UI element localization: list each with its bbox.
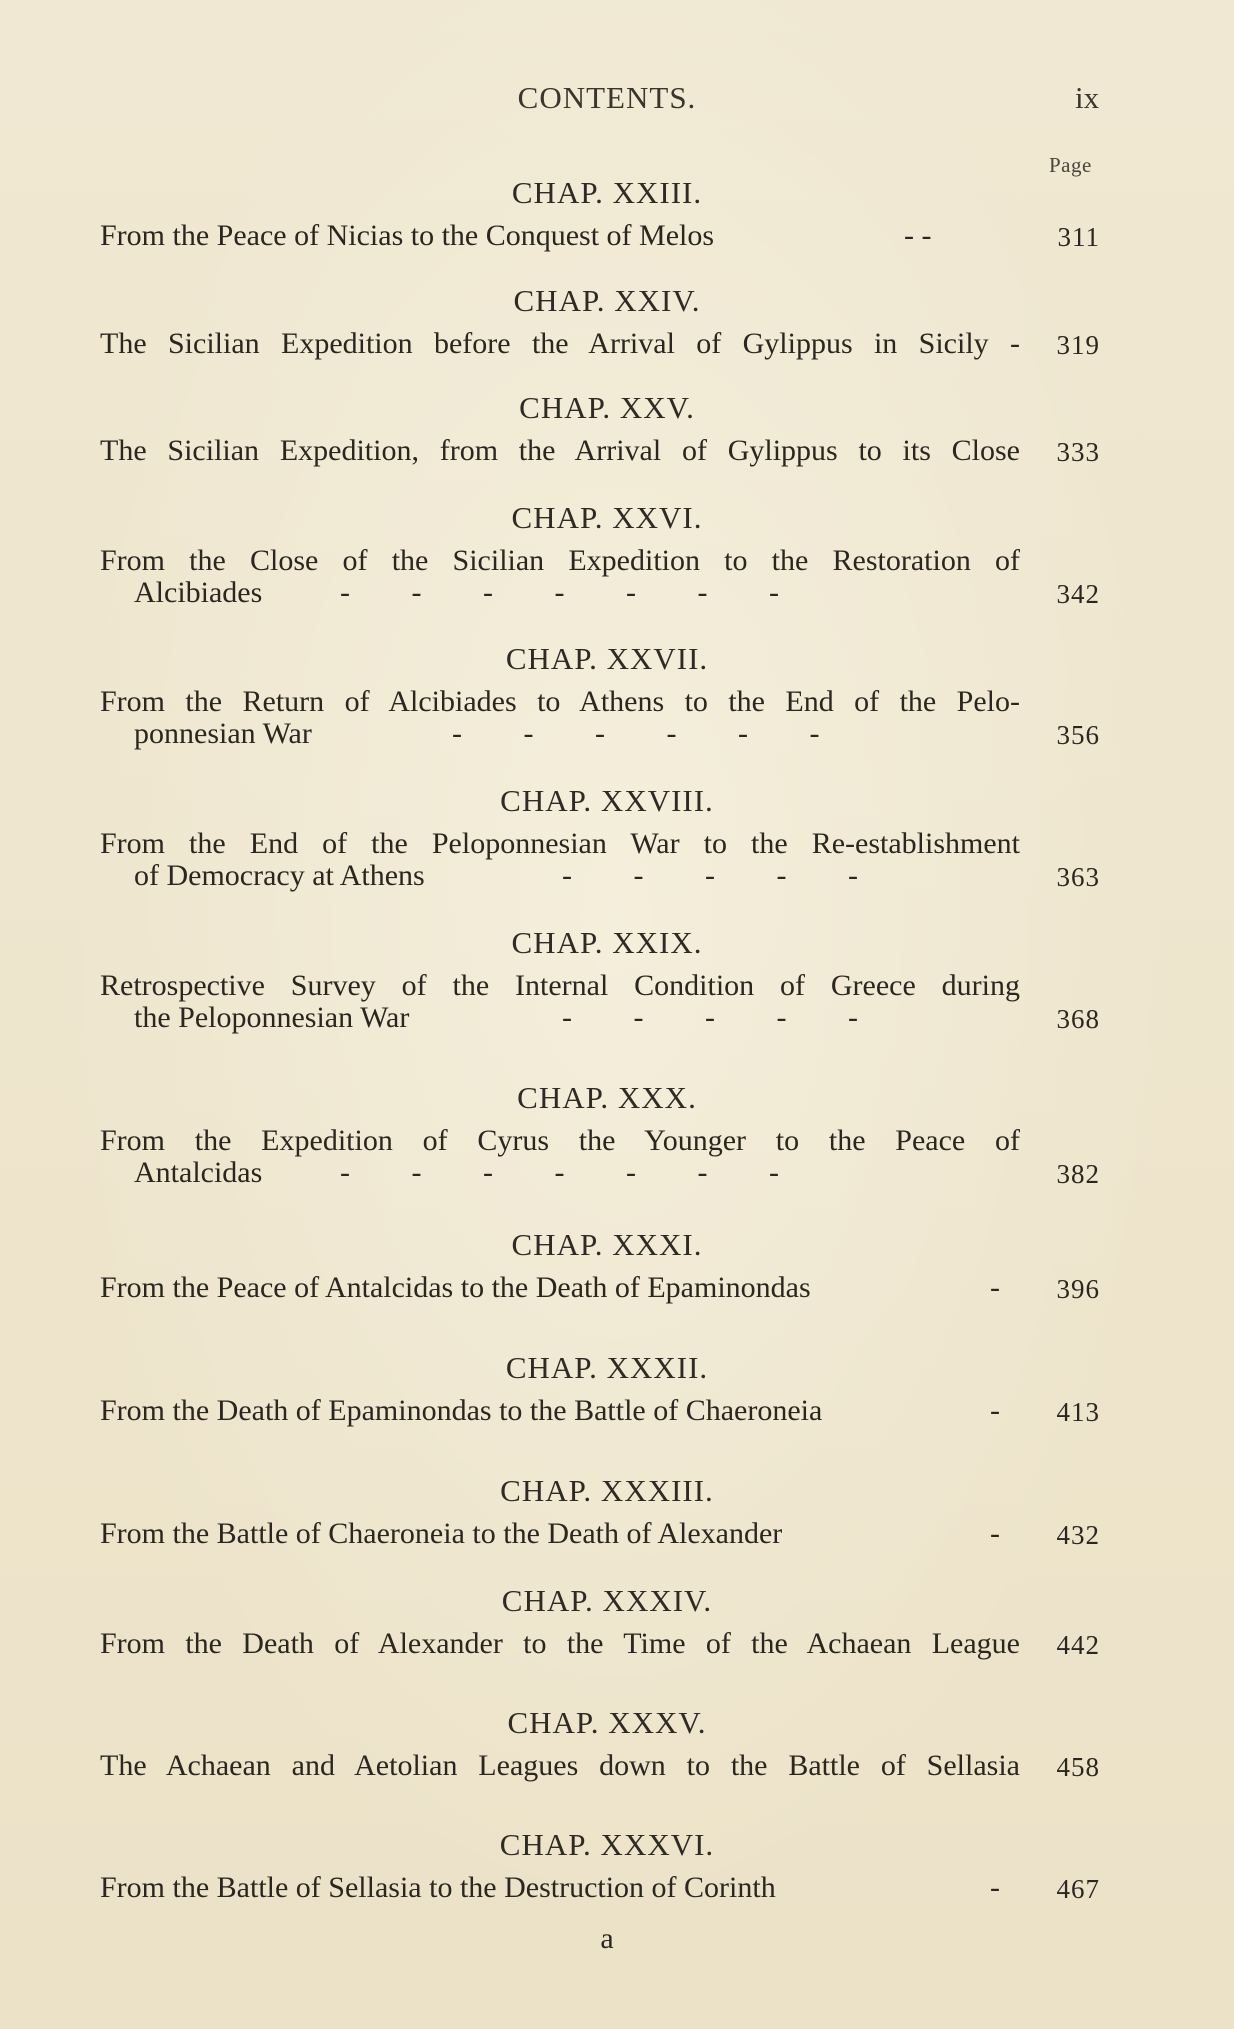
- dot-leader: -: [990, 1517, 1000, 1550]
- chapter-heading: CHAP. XXIII.: [511, 175, 703, 210]
- page-number: 333: [1056, 437, 1100, 467]
- chapter-title-line: The Sicilian Expedition before the Arrival of Gylippus in Sicily -: [100, 327, 1020, 360]
- chapter-title-line: From the Return of Alcibiades to Athens to the End of the Pelo-: [100, 685, 1020, 718]
- chapter-title-line: The Sicilian Expedition, from the Arrival of Gylippus to its Close: [100, 434, 1020, 467]
- chapter-title-line: the Peloponnesian War: [134, 1001, 410, 1034]
- running-title: CONTENTS.: [517, 80, 697, 115]
- chapter-heading: CHAP. XXXI.: [511, 1227, 703, 1262]
- signature-mark: a: [600, 1922, 614, 1955]
- chapter-title-line: From the End of the Peloponnesian War to the Re-establishment: [100, 827, 1020, 860]
- page-number: 382: [1056, 1159, 1100, 1189]
- page-number: 319: [1056, 330, 1100, 360]
- page-number: 311: [1057, 222, 1100, 252]
- chapter-heading: CHAP. XXX.: [517, 1080, 697, 1115]
- chapter-title-line: From the Death of Epaminondas to the Battle of Chaeroneia: [100, 1394, 823, 1427]
- chapter-heading: CHAP. XXVII.: [505, 641, 709, 676]
- page-number: 342: [1056, 579, 1100, 609]
- page-number: 413: [1056, 1397, 1100, 1427]
- chapter-heading: CHAP. XXXIII.: [500, 1473, 714, 1508]
- chapter-title-line: From the Peace of Antalcidas to the Death of Epaminondas: [100, 1271, 811, 1304]
- dot-leader: -: [990, 1394, 1000, 1427]
- dot-leader: - - - - -: [562, 859, 858, 892]
- chapter-title-line: From the Peace of Nicias to the Conquest of Melos: [100, 219, 715, 252]
- chapter-title-line: From the Battle of Sellasia to the Destruction of Corinth: [100, 1871, 776, 1904]
- chapter-title-line: From the Death of Alexander to the Time of the Achaean League: [100, 1627, 1020, 1660]
- page-number: 396: [1056, 1274, 1100, 1304]
- chapter-title-line: Retrospective Survey of the Internal Condition of Greece during: [100, 969, 1020, 1002]
- dot-leader: -: [990, 1871, 1000, 1904]
- chapter-heading: CHAP. XXV.: [519, 390, 695, 425]
- chapter-title-line: of Democracy at Athens: [134, 859, 425, 892]
- chapter-title-line: From the Battle of Chaeroneia to the Death of Alexander: [100, 1517, 783, 1550]
- chapter-title-line: ponnesian War: [134, 717, 312, 750]
- page-number: 363: [1056, 862, 1100, 892]
- chapter-heading: CHAP. XXXV.: [507, 1705, 707, 1740]
- page-number: 458: [1056, 1752, 1100, 1782]
- chapter-heading: CHAP. XXVIII.: [500, 783, 714, 818]
- chapter-heading: CHAP. XXXIV.: [501, 1583, 713, 1618]
- dot-leader: - - - - - - -: [340, 576, 779, 609]
- dot-leader: - - - - - - -: [340, 1156, 779, 1189]
- dot-leader: - -: [904, 219, 932, 252]
- dot-leader: - - - - -: [562, 1001, 858, 1034]
- chapter-title-line: Antalcidas: [134, 1156, 263, 1189]
- chapter-heading: CHAP. XXIX.: [511, 925, 703, 960]
- dot-leader: -: [990, 1271, 1000, 1304]
- page-number: 368: [1056, 1004, 1100, 1034]
- page-number: 356: [1056, 720, 1100, 750]
- page-number: 442: [1056, 1630, 1100, 1660]
- chapter-title-line: Alcibiades: [134, 576, 263, 609]
- chapter-title-line: From the Expedition of Cyrus the Younger to the Peace of: [100, 1124, 1020, 1157]
- page-column-label: Page: [1049, 153, 1092, 177]
- page-number: 432: [1056, 1520, 1100, 1550]
- chapter-heading: CHAP. XXVI.: [511, 500, 703, 535]
- chapter-heading: CHAP. XXIV.: [513, 283, 701, 318]
- dot-leader: - - - - - -: [452, 717, 820, 750]
- chapter-title-line: The Achaean and Aetolian Leagues down to the Battle of Sellasia: [100, 1749, 1020, 1782]
- chapter-heading: CHAP. XXXVI.: [499, 1827, 715, 1862]
- page-folio: ix: [1075, 80, 1100, 115]
- chapter-heading: CHAP. XXXII.: [505, 1350, 709, 1385]
- page-number: 467: [1056, 1874, 1100, 1904]
- chapter-title-line: From the Close of the Sicilian Expedition to the Restoration of: [100, 544, 1020, 577]
